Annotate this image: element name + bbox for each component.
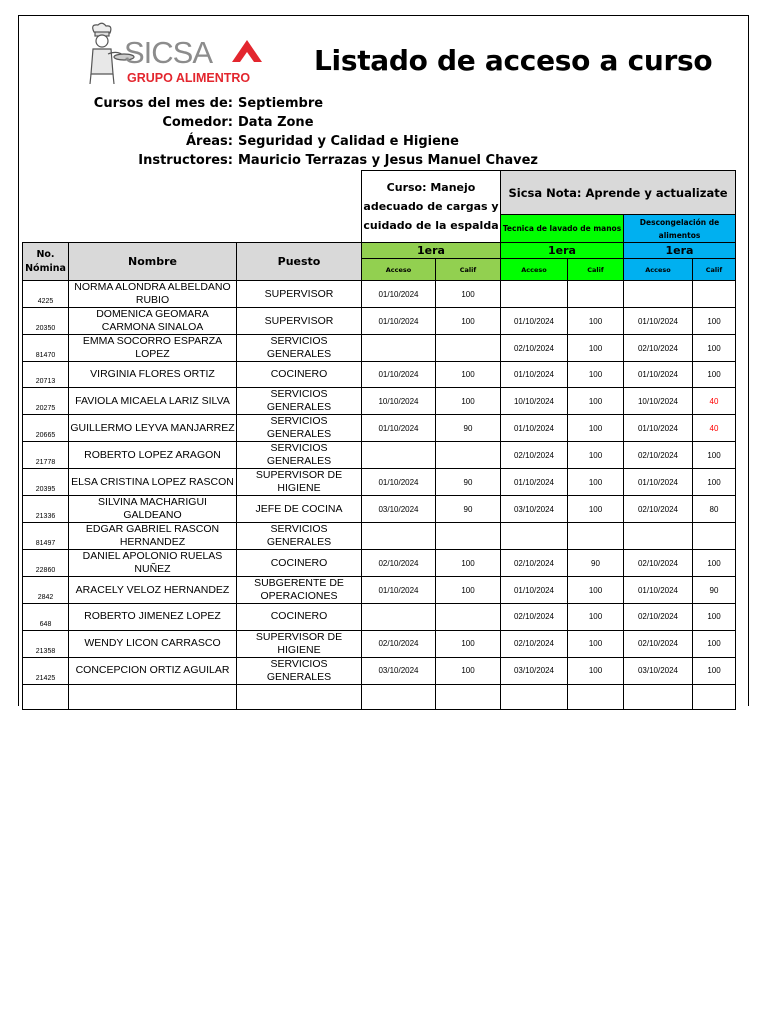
course3-calif-cell: 100 (693, 469, 736, 496)
table-row (23, 523, 736, 550)
course2-header: Tecnica de lavado de manos (501, 215, 624, 243)
nombre-cell: WENDY LICON CARRASCO (69, 630, 237, 657)
course3-calif-cell: 100 (693, 442, 736, 469)
course1-calif-cell: 100 (436, 550, 501, 577)
course1-calif-cell: 100 (436, 281, 501, 308)
course2-acceso-cell (501, 281, 568, 308)
course3-header: Descongelación de alimentos (624, 215, 736, 243)
course3-acceso-cell: 01/10/2024 (624, 308, 693, 335)
course2-acceso-cell (501, 523, 568, 550)
course3-calif-cell: 100 (693, 335, 736, 362)
nomina-cell: 20665 (23, 415, 69, 442)
puesto-cell: SUPERVISOR DE HIGIENE (237, 630, 362, 657)
nomina-header: No. Nómina (23, 243, 69, 281)
course2-round: 1era (501, 243, 624, 259)
course3-acceso-cell: 02/10/2024 (624, 496, 693, 523)
course3-round: 1era (624, 243, 736, 259)
course2-acceso-cell: 02/10/2024 (501, 550, 568, 577)
table-row (23, 362, 736, 388)
course1-acceso-cell: 03/10/2024 (362, 496, 436, 523)
course1-acceso-cell: 01/10/2024 (362, 415, 436, 442)
table-row (23, 308, 736, 335)
course1-calif-cell: 90 (436, 496, 501, 523)
course1-acceso-cell (362, 335, 436, 362)
logo-tagline: GRUPO ALIMENTRO (127, 71, 251, 85)
course3-acceso-cell: 03/10/2024 (624, 657, 693, 684)
info-label-comedor: Comedor: (162, 115, 233, 130)
course2-acceso-cell: 10/10/2024 (501, 388, 568, 415)
course1-calif-header: Calif (436, 259, 501, 281)
puesto-cell: COCINERO (237, 604, 362, 630)
course2-calif-cell: 100 (568, 496, 624, 523)
course2-calif-cell: 100 (568, 308, 624, 335)
course2-calif-cell (568, 684, 624, 709)
course3-calif-cell: 100 (693, 308, 736, 335)
info-value-cursos: Septiembre (238, 96, 324, 111)
course2-calif-cell: 100 (568, 388, 624, 415)
puesto-cell: SUPERVISOR (237, 281, 362, 308)
course2-calif-cell: 100 (568, 442, 624, 469)
course1-acceso-cell: 03/10/2024 (362, 657, 436, 684)
table-row (23, 415, 736, 442)
course2-calif-cell (568, 281, 624, 308)
nomina-cell: 20713 (23, 362, 69, 388)
course3-calif-cell: 100 (693, 657, 736, 684)
nombre-cell: DOMENICA GEOMARA CARMONA SINALOA (69, 308, 237, 335)
course3-calif-cell (693, 523, 736, 550)
course1-acceso-cell: 01/10/2024 (362, 577, 436, 604)
course2-calif-cell: 100 (568, 630, 624, 657)
course2-calif-header: Calif (568, 259, 624, 281)
table-row (23, 604, 736, 630)
course3-acceso-cell: 01/10/2024 (624, 362, 693, 388)
course3-acceso-header: Acceso (624, 259, 693, 281)
course2-calif-cell: 100 (568, 469, 624, 496)
course1-acceso-header: Acceso (362, 259, 436, 281)
table-row (23, 684, 736, 709)
course3-calif-cell: 40 (693, 388, 736, 415)
course1-acceso-cell (362, 523, 436, 550)
course1-calif-cell: 100 (436, 388, 501, 415)
table-row (23, 657, 736, 684)
puesto-cell: SUPERVISOR DE HIGIENE (237, 469, 362, 496)
attendance-table (22, 170, 736, 710)
puesto-header: Puesto (237, 243, 362, 281)
puesto-cell: SERVICIOS GENERALES (237, 523, 362, 550)
nomina-cell: 648 (23, 604, 69, 630)
course1-calif-cell (436, 684, 501, 709)
info-label-areas: Áreas: (186, 134, 233, 149)
course2-acceso-cell: 01/10/2024 (501, 577, 568, 604)
course1-calif-cell: 90 (436, 415, 501, 442)
course1-calif-cell: 100 (436, 577, 501, 604)
sicsa-logo (84, 22, 269, 86)
course1-acceso-cell: 01/10/2024 (362, 308, 436, 335)
nomina-cell: 20275 (23, 388, 69, 415)
table-row (23, 577, 736, 604)
nomina-cell: 21358 (23, 630, 69, 657)
course1-acceso-cell (362, 604, 436, 630)
course2-calif-cell: 100 (568, 362, 624, 388)
puesto-cell: COCINERO (237, 362, 362, 388)
puesto-cell (237, 684, 362, 709)
nombre-header: Nombre (69, 243, 237, 281)
course2-acceso-cell: 02/10/2024 (501, 604, 568, 630)
course1-calif-cell (436, 335, 501, 362)
table-row (23, 335, 736, 362)
page-title: Listado de acceso a curso (314, 44, 713, 77)
course3-acceso-cell: 02/10/2024 (624, 335, 693, 362)
course1-acceso-cell: 01/10/2024 (362, 362, 436, 388)
course1-acceso-cell (362, 442, 436, 469)
course3-calif-cell: 100 (693, 550, 736, 577)
nombre-cell: GUILLERMO LEYVA MANJARREZ (69, 415, 237, 442)
info-value-comedor: Data Zone (238, 115, 314, 130)
course3-calif-cell: 90 (693, 577, 736, 604)
course3-calif-cell (693, 281, 736, 308)
table-row (23, 442, 736, 469)
course1-acceso-cell: 02/10/2024 (362, 630, 436, 657)
course3-calif-cell: 40 (693, 415, 736, 442)
nombre-cell: ELSA CRISTINA LOPEZ RASCON (69, 469, 237, 496)
nombre-cell: FAVIOLA MICAELA LARIZ SILVA (69, 388, 237, 415)
course3-calif-cell: 80 (693, 496, 736, 523)
course3-acceso-cell (624, 281, 693, 308)
nombre-cell: VIRGINIA FLORES ORTIZ (69, 362, 237, 388)
course2-calif-cell: 100 (568, 604, 624, 630)
nombre-cell: EMMA SOCORRO ESPARZA LOPEZ (69, 335, 237, 362)
course2-calif-cell (568, 523, 624, 550)
nomina-cell: 21778 (23, 442, 69, 469)
course2-acceso-cell: 02/10/2024 (501, 630, 568, 657)
puesto-cell: SERVICIOS GENERALES (237, 657, 362, 684)
course3-acceso-cell: 10/10/2024 (624, 388, 693, 415)
nombre-cell (69, 684, 237, 709)
course1-calif-cell: 100 (436, 308, 501, 335)
course2-acceso-cell: 01/10/2024 (501, 469, 568, 496)
course3-acceso-cell: 02/10/2024 (624, 442, 693, 469)
course1-calif-cell: 90 (436, 469, 501, 496)
course3-acceso-cell (624, 523, 693, 550)
nomina-cell: 21425 (23, 657, 69, 684)
course1-calif-cell (436, 604, 501, 630)
nomina-cell: 4225 (23, 281, 69, 308)
nombre-cell: ROBERTO LOPEZ ARAGON (69, 442, 237, 469)
nomina-cell: 20350 (23, 308, 69, 335)
course1-calif-cell: 100 (436, 657, 501, 684)
puesto-cell: COCINERO (237, 550, 362, 577)
puesto-cell: SERVICIOS GENERALES (237, 415, 362, 442)
course1-acceso-cell: 10/10/2024 (362, 388, 436, 415)
nomina-cell: 2842 (23, 577, 69, 604)
puesto-cell: JEFE DE COCINA (237, 496, 362, 523)
course3-calif-header: Calif (693, 259, 736, 281)
nombre-cell: NORMA ALONDRA ALBELDANO RUBIO (69, 281, 237, 308)
course2-calif-cell: 100 (568, 415, 624, 442)
course3-calif-cell (693, 684, 736, 709)
course2-acceso-header: Acceso (501, 259, 568, 281)
table-row (23, 550, 736, 577)
course3-acceso-cell (624, 684, 693, 709)
course3-calif-cell: 100 (693, 362, 736, 388)
table-row (23, 630, 736, 657)
course3-calif-cell: 100 (693, 604, 736, 630)
course1-round: 1era (362, 243, 501, 259)
course1-calif-cell (436, 523, 501, 550)
course2-acceso-cell: 01/10/2024 (501, 415, 568, 442)
course3-acceso-cell: 02/10/2024 (624, 604, 693, 630)
header-spacer (23, 215, 362, 243)
course2-acceso-cell: 01/10/2024 (501, 362, 568, 388)
nomina-cell: 20395 (23, 469, 69, 496)
nomina-cell (23, 684, 69, 709)
course2-acceso-cell: 02/10/2024 (501, 442, 568, 469)
course2-acceso-cell: 03/10/2024 (501, 657, 568, 684)
course3-acceso-cell: 02/10/2024 (624, 630, 693, 657)
course1-acceso-cell: 02/10/2024 (362, 550, 436, 577)
logo-triangle-icon (232, 40, 262, 62)
info-label-instructores: Instructores: (138, 153, 233, 168)
sicsa-nota-header: Sicsa Nota: Aprende y actualizate (501, 171, 736, 215)
header-spacer (23, 171, 362, 215)
course2-calif-cell: 100 (568, 577, 624, 604)
info-value-areas: Seguridad y Calidad e Higiene (238, 134, 459, 149)
table-row (23, 496, 736, 523)
course1-calif-cell: 100 (436, 630, 501, 657)
course2-acceso-cell: 02/10/2024 (501, 335, 568, 362)
course3-acceso-cell: 01/10/2024 (624, 469, 693, 496)
nomina-cell: 81470 (23, 335, 69, 362)
course1-acceso-cell (362, 684, 436, 709)
logo-brand: SICSA (124, 35, 213, 70)
course1-header: Curso: Manejo adecuado de cargas y cuidado de la espalda (362, 171, 501, 243)
course2-calif-cell: 90 (568, 550, 624, 577)
course3-acceso-cell: 02/10/2024 (624, 550, 693, 577)
nomina-cell: 81497 (23, 523, 69, 550)
course2-calif-cell: 100 (568, 335, 624, 362)
puesto-cell: SERVICIOS GENERALES (237, 388, 362, 415)
course1-calif-cell: 100 (436, 362, 501, 388)
course2-calif-cell: 100 (568, 657, 624, 684)
course1-acceso-cell: 01/10/2024 (362, 469, 436, 496)
course3-acceso-cell: 01/10/2024 (624, 415, 693, 442)
course2-acceso-cell (501, 684, 568, 709)
nombre-cell: CONCEPCION ORTIZ AGUILAR (69, 657, 237, 684)
table-row (23, 281, 736, 308)
nombre-cell: DANIEL APOLONIO RUELAS NUÑEZ (69, 550, 237, 577)
puesto-cell: SERVICIOS GENERALES (237, 335, 362, 362)
nomina-cell: 21336 (23, 496, 69, 523)
course1-calif-cell (436, 442, 501, 469)
table-row (23, 388, 736, 415)
puesto-cell: SUPERVISOR (237, 308, 362, 335)
nombre-cell: EDGAR GABRIEL RASCON HERNANDEZ (69, 523, 237, 550)
course2-acceso-cell: 01/10/2024 (501, 308, 568, 335)
nomina-cell: 22860 (23, 550, 69, 577)
nombre-cell: SILVINA MACHARIGUI GALDEANO (69, 496, 237, 523)
puesto-cell: SUBGERENTE DE OPERACIONES (237, 577, 362, 604)
table-row (23, 469, 736, 496)
info-value-instructores: Mauricio Terrazas y Jesus Manuel Chavez (238, 153, 538, 168)
nombre-cell: ARACELY VELOZ HERNANDEZ (69, 577, 237, 604)
course2-acceso-cell: 03/10/2024 (501, 496, 568, 523)
course3-acceso-cell: 01/10/2024 (624, 577, 693, 604)
course3-calif-cell: 100 (693, 630, 736, 657)
nombre-cell: ROBERTO JIMENEZ LOPEZ (69, 604, 237, 630)
puesto-cell: SERVICIOS GENERALES (237, 442, 362, 469)
course1-acceso-cell: 01/10/2024 (362, 281, 436, 308)
info-label-cursos: Cursos del mes de: (93, 96, 233, 111)
